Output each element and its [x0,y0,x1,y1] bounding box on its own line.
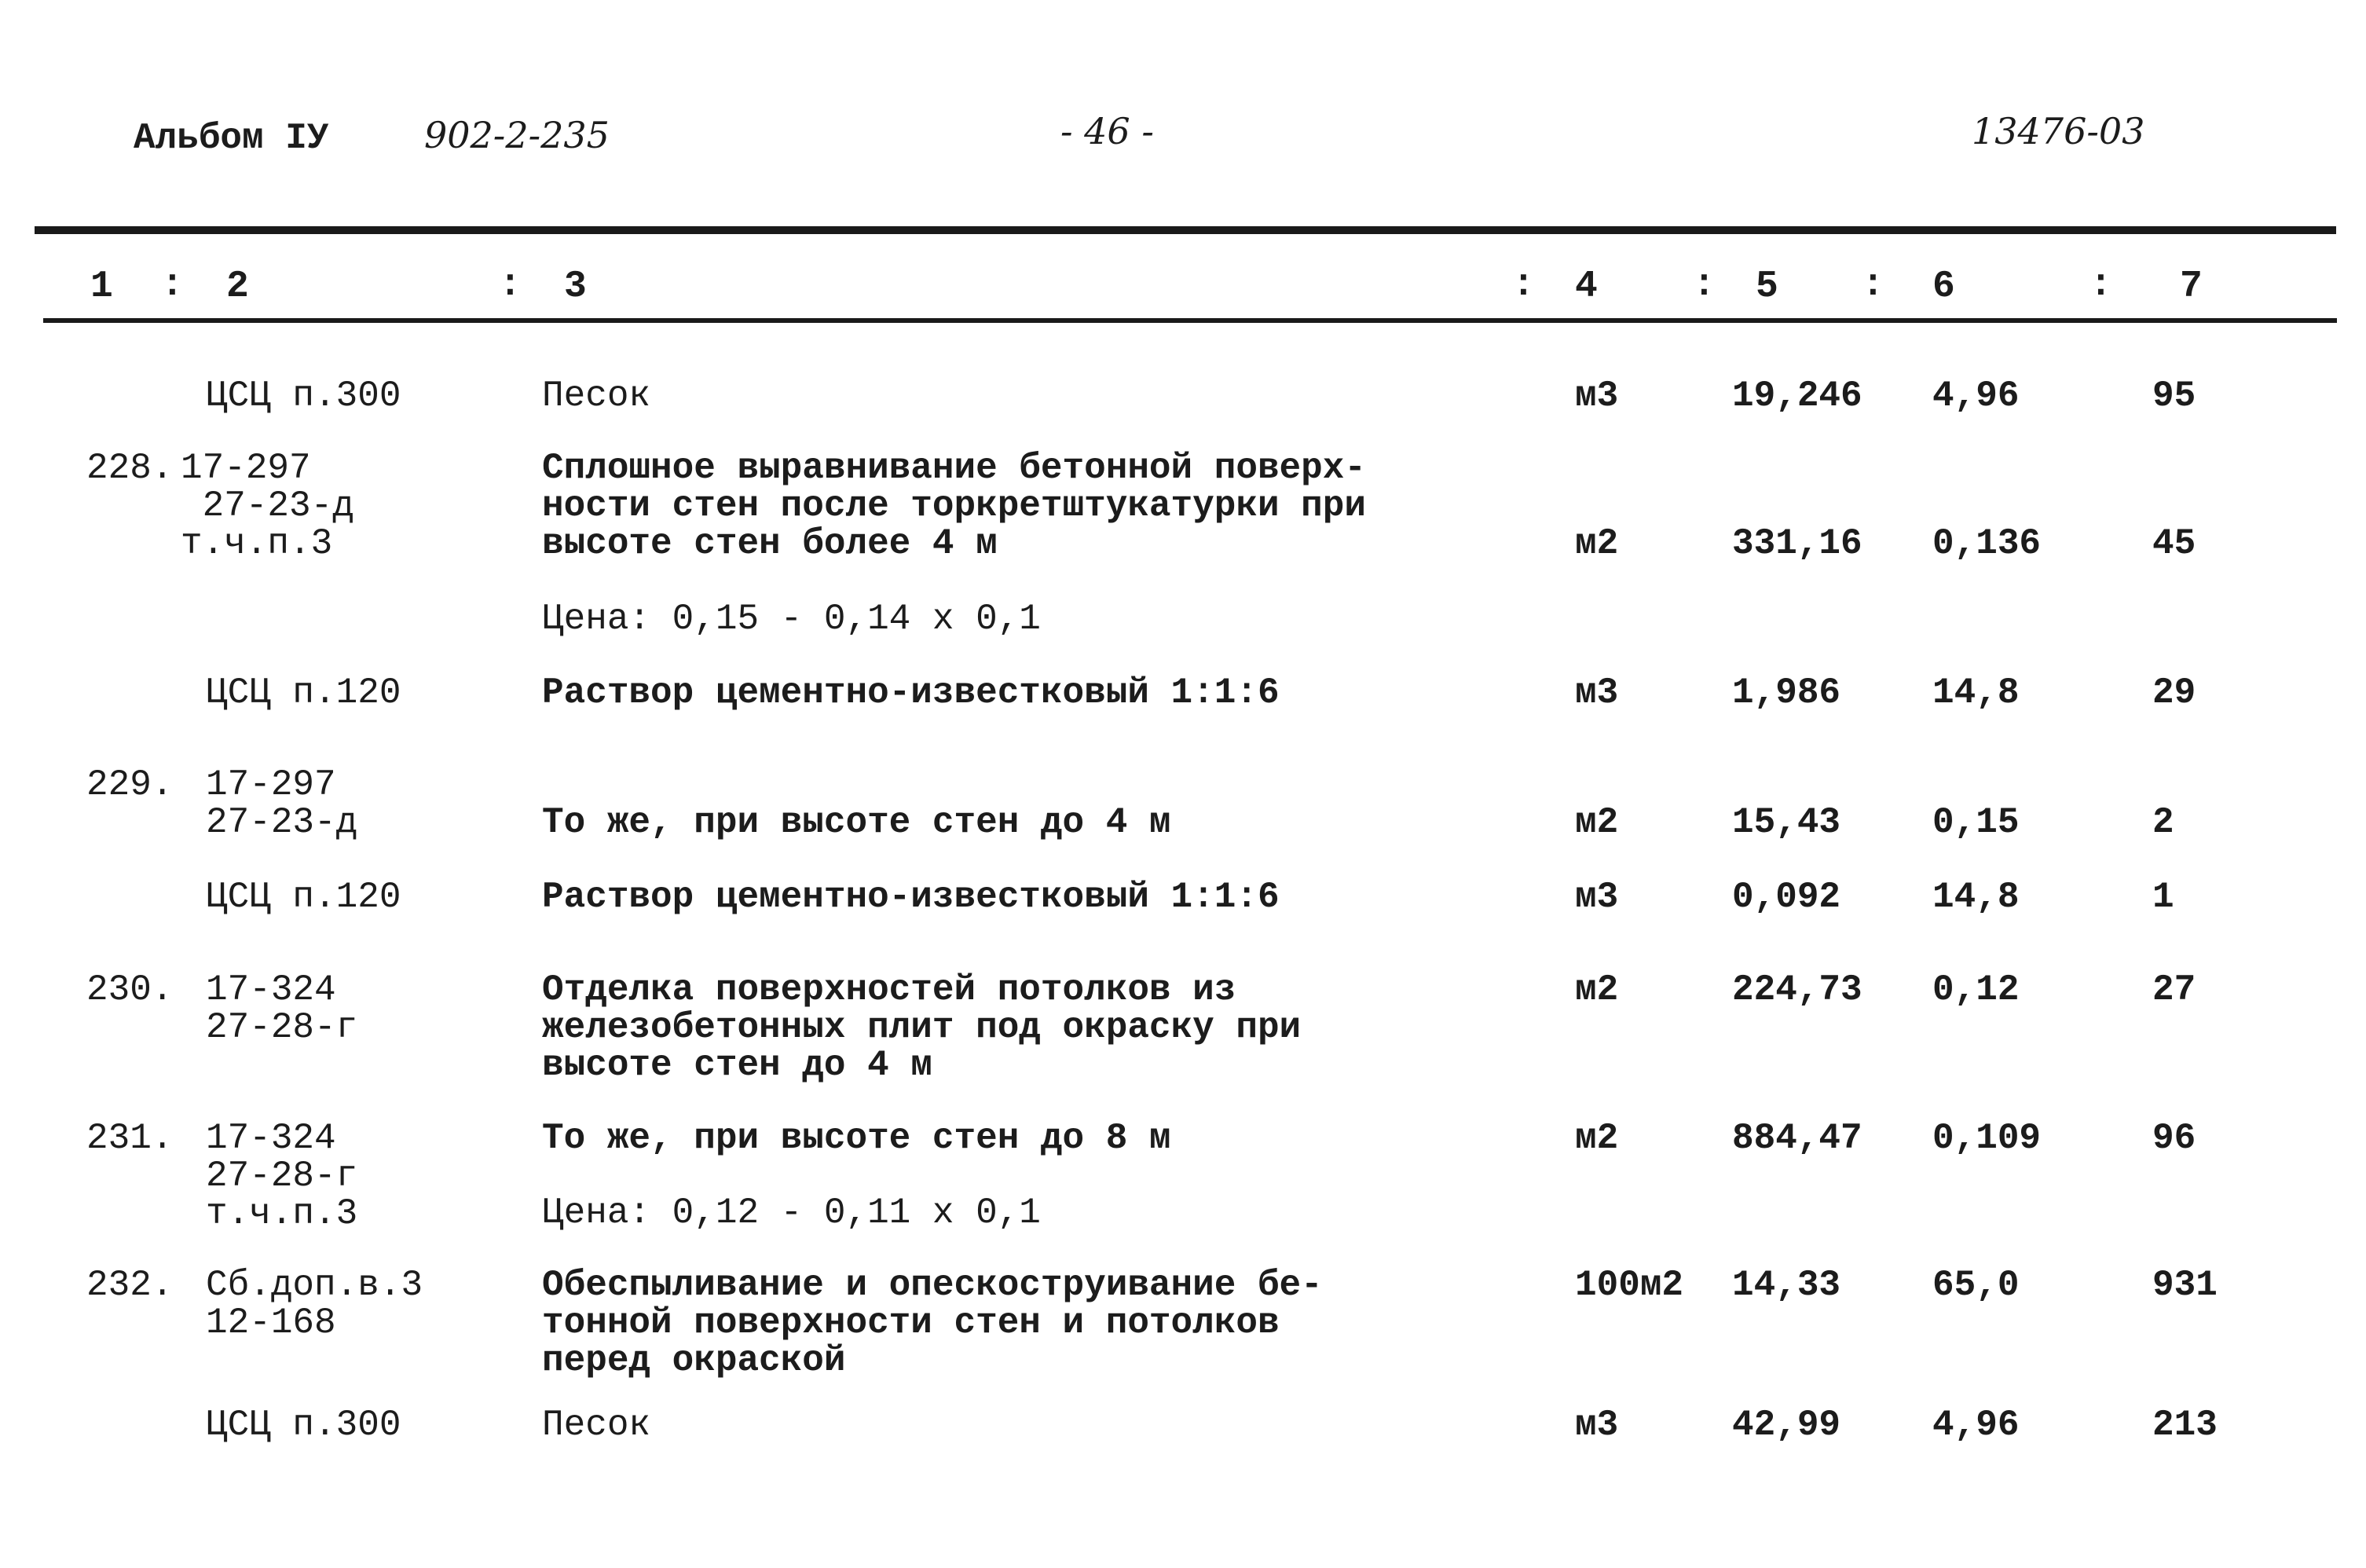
cell-unit: м2 [1575,802,1619,843]
cell-total: 96 [2152,1118,2196,1159]
column-number-7: 7 [2180,266,2203,308]
column-number-3: 3 [564,266,587,308]
cell-description: То же, при высоте стен до 4 м [542,802,1171,843]
cell-total: 2 [2152,802,2174,843]
cell-quantity: 15,43 [1732,802,1841,843]
cell-code: 17-324 27-28-г [206,969,358,1048]
cell-quantity: 224,73 [1732,969,1862,1010]
price-note: Цена: 0,12 - 0,11 x 0,1 [542,1192,1041,1233]
cell-item-number: 228. [86,448,174,489]
cell-unit-price: 14,8 [1932,672,2020,713]
column-number-1: 1 [90,266,113,308]
cell-unit: м2 [1575,1118,1619,1159]
column-number-2: 2 [226,266,249,308]
column-separator: : [499,264,522,306]
cell-description: Обеспыливание и опескоструивание бе- тонной поверхности стен и потолков перед окраской [542,1265,1323,1381]
cell-unit: м2 [1575,523,1619,564]
cell-unit-price: 4,96 [1932,376,2020,416]
cell-unit-price: 0,136 [1932,523,2042,564]
cell-quantity: 331,16 [1732,523,1862,564]
cell-quantity: 19,246 [1732,376,1862,416]
cell-item-number: 229. [86,764,174,805]
cell-unit-price: 14,8 [1932,877,2020,918]
cell-total: 931 [2152,1265,2218,1306]
cell-unit-price: 4,96 [1932,1405,2020,1445]
cell-description: Отделка поверхностей потолков из железобетонных плит под окраску при высоте стен до 4 м [542,969,1302,1086]
cell-total: 213 [2152,1405,2218,1445]
cell-unit: м2 [1575,969,1619,1010]
cell-unit: м3 [1575,1405,1619,1445]
column-number-6: 6 [1932,266,1955,308]
document-number: 13476-03 [1972,110,2145,152]
cell-quantity: 0,092 [1732,877,1841,918]
cell-quantity: 1,986 [1732,672,1841,713]
cell-total: 95 [2152,376,2196,416]
cell-quantity: 42,99 [1732,1405,1841,1445]
cell-quantity: 14,33 [1732,1265,1841,1306]
cell-unit: м3 [1575,376,1619,416]
cell-unit-price: 0,15 [1932,802,2020,843]
column-number-5: 5 [1756,266,1778,308]
cell-description: То же, при высоте стен до 8 м [542,1118,1171,1159]
column-separator: : [1512,264,1535,306]
cell-unit-price: 0,12 [1932,969,2020,1010]
column-separator: : [1693,264,1716,306]
column-separator: : [161,264,184,306]
cell-description: Раствор цементно-известковый 1:1:6 [542,672,1280,713]
cell-code: ЦСЦ п.300 [206,376,401,416]
cell-unit-price: 0,109 [1932,1118,2042,1159]
cell-description: Сплошное выравнивание бетонной поверх- ности стен после торкретштукатурки при высоте стен более 4 м [542,448,1366,564]
cell-item-number: 230. [86,969,174,1010]
cell-unit: м3 [1575,672,1619,713]
cell-code: 17-297 27-23-д т.ч.п.3 [181,448,354,564]
cell-code: ЦСЦ п.300 [206,1405,401,1445]
cell-total: 27 [2152,969,2196,1010]
cell-quantity: 884,47 [1732,1118,1862,1159]
cell-code: Сб.доп.в.3 12-168 [206,1265,423,1343]
cell-description: Песок [542,1405,651,1445]
column-number-4: 4 [1575,266,1598,308]
cell-item-number: 231. [86,1118,174,1159]
album-label: Альбом IУ [134,118,329,159]
cell-code: ЦСЦ п.120 [206,877,401,918]
cell-item-number: 232. [86,1265,174,1306]
header-rule [43,318,2337,323]
column-separator: : [1862,264,1884,306]
cell-code: 17-297 27-23-д [206,764,358,843]
price-note: Цена: 0,15 - 0,14 x 0,1 [542,599,1041,639]
cell-total: 29 [2152,672,2196,713]
page-number: - 46 - [1060,110,1154,152]
cell-unit-price: 65,0 [1932,1265,2020,1306]
top-rule [35,226,2336,234]
cell-code: ЦСЦ п.120 [206,672,401,713]
cell-unit: м3 [1575,877,1619,918]
cell-total: 45 [2152,523,2196,564]
cell-unit: 100м2 [1575,1265,1684,1306]
cell-code: 17-324 27-28-г т.ч.п.3 [206,1118,358,1234]
cell-description: Песок [542,376,651,416]
cell-description: Раствор цементно-известковый 1:1:6 [542,877,1280,918]
project-code: 902-2-235 [424,114,610,156]
cell-total: 1 [2152,877,2174,918]
column-separator: : [2089,264,2112,306]
